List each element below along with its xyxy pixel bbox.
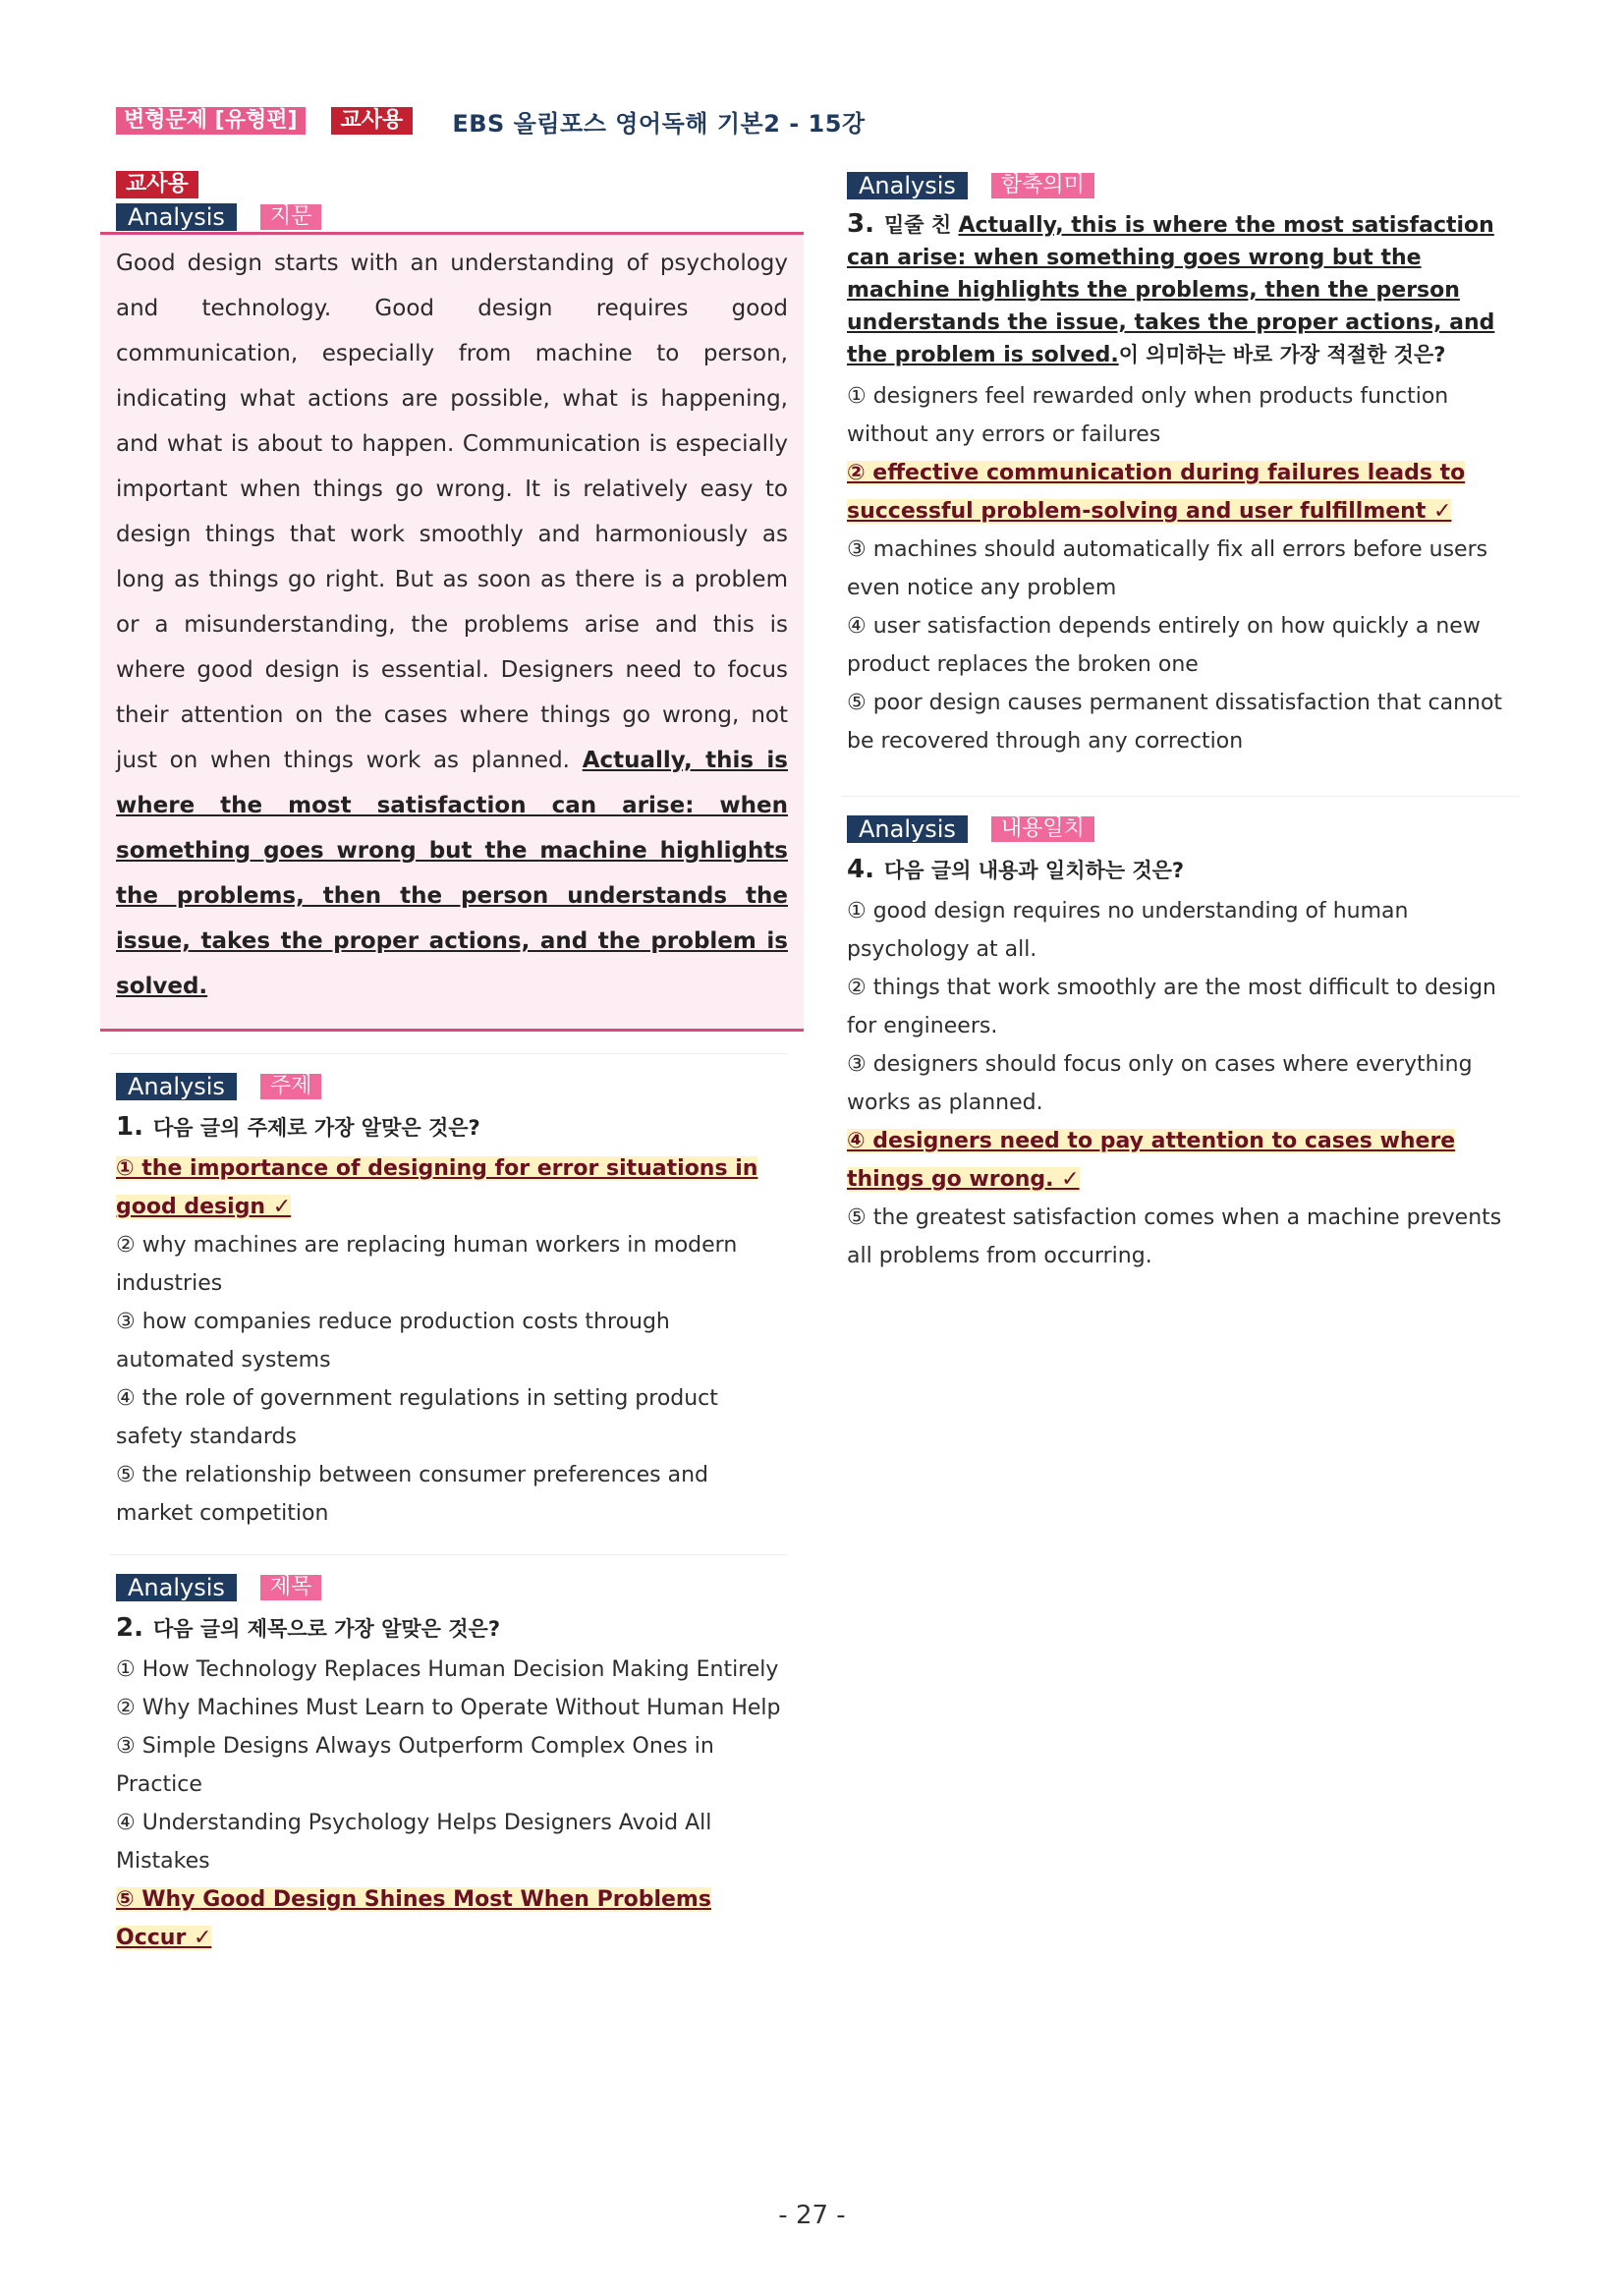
- question-2: [116, 1573, 788, 1957]
- category-badge: 지문: [260, 204, 322, 230]
- q1-section-header: [116, 1072, 788, 1101]
- q2-option-2: ② Why Machines Must Learn to Operate Without Human Help: [116, 1696, 781, 1720]
- passage-box: [100, 232, 804, 1032]
- q4-number: 4.: [847, 855, 874, 884]
- q2-option-3: ③ Simple Designs Always Outperform Complex Ones in Practice: [116, 1734, 714, 1797]
- analysis-badge: Analysis: [116, 1574, 237, 1601]
- q2-prompt-text: 다음 글의 제목으로 가장 알맞은 것은?: [152, 1617, 500, 1641]
- q4-option-2: ② things that work smoothly are the most difficult to design for engineers.: [847, 976, 1496, 1038]
- q4-section-header: [847, 814, 1519, 844]
- passage-key-sentence: Actually, this is where the most satisfaction can arise: when something goes wrong but the machine highlights the problems, then the person understands the issue, takes the proper actions, and the problem is solved.: [116, 748, 788, 999]
- q1-option-2: ② why machines are replacing human workers in modern industries: [116, 1233, 738, 1296]
- q3-option-2: ② effective communication during failures leads to successful problem-solving and user fulfillment ✓: [847, 461, 1466, 524]
- category-badge: 제목: [260, 1575, 322, 1600]
- q4-option-1: ① good design requires no understanding of human psychology at all.: [847, 899, 1409, 962]
- q4-option-5: ⑤ the greatest satisfaction comes when a machine prevents all problems from occurring.: [847, 1205, 1502, 1268]
- q3-prompt: [847, 208, 1519, 371]
- q1-prompt: [116, 1111, 788, 1144]
- q1-number: 1.: [116, 1112, 143, 1142]
- analysis-badge: Analysis: [116, 1073, 237, 1100]
- q2-number: 2.: [116, 1613, 143, 1643]
- q3-option-5: ⑤ poor design causes permanent dissatisfaction that cannot be recovered through any correction: [847, 691, 1503, 754]
- q1-option-5: ⑤ the relationship between consumer preferences and market competition: [116, 1463, 709, 1526]
- divider: [841, 796, 1519, 797]
- passage-body: Good design starts with an understanding of psychology and technology. Good design requires good communication, especially from machine to person, indicating what actions are possible, what is happening, and what is about to happen. Communication is especially important when things go wrong. It is relatively easy to design things that work smoothly and harmoniously as long as things go right. But as soon as there is a problem or a misunderstanding, the problems arise and this is where good design is essential. Designers need to focus their attention on the cases where things go wrong, not just on when things work as planned.: [116, 251, 788, 773]
- question-3: [847, 171, 1519, 760]
- passage: [116, 241, 788, 1009]
- q4-prompt: [847, 854, 1519, 886]
- q1-option-1: ① the importance of designing for error situations in good design ✓: [116, 1156, 758, 1219]
- q3-number: 3.: [847, 209, 874, 239]
- q3-prompt-pre: 밑줄 친: [883, 213, 959, 237]
- q3-option-3: ③ machines should automatically fix all errors before users even notice any problem: [847, 537, 1488, 600]
- q2-option-5: ⑤ Why Good Design Shines Most When Problems Occur ✓: [116, 1887, 711, 1950]
- page-title: EBS 올림포스 영어독해 기본2 - 15강: [452, 109, 866, 138]
- category-badge: 내용일치: [991, 816, 1094, 842]
- type-tag: 변형문제 [유형편]: [116, 107, 306, 135]
- q3-option-4: ④ user satisfaction depends entirely on how quickly a new product replaces the broken one: [847, 614, 1481, 677]
- category-badge: 주제: [260, 1074, 322, 1099]
- q3-prompt-post: 이 의미하는 바로 가장 적절한 것은?: [1118, 343, 1446, 366]
- q2-section-header: [116, 1573, 788, 1602]
- analysis-badge: Analysis: [847, 815, 968, 843]
- divider: [110, 1053, 788, 1054]
- analysis-badge: Analysis: [847, 172, 968, 199]
- q1-option-3: ③ how companies reduce production costs through automated systems: [116, 1310, 670, 1372]
- q2-prompt: [116, 1612, 788, 1645]
- question-1: [116, 1072, 788, 1533]
- divider: [110, 1554, 788, 1555]
- passage-section-header: [116, 202, 788, 232]
- q1-prompt-text: 다음 글의 주제로 가장 알맞은 것은?: [152, 1116, 480, 1140]
- q1-option-4: ④ the role of government regulations in setting product safety standards: [116, 1386, 718, 1449]
- teacher-badge: 교사용: [116, 171, 198, 198]
- q4-prompt-text: 다음 글의 내용과 일치하는 것은?: [883, 859, 1185, 882]
- q3-section-header: [847, 171, 1519, 200]
- page-header: [116, 104, 866, 138]
- left-column: [116, 171, 788, 1957]
- q2-option-1: ① How Technology Replaces Human Decision Making Entirely: [116, 1657, 779, 1682]
- page-number: - 27 -: [778, 2201, 846, 2230]
- category-badge: 함축의미: [991, 173, 1094, 198]
- q3-option-1: ① designers feel rewarded only when products function without any errors or failures: [847, 384, 1449, 447]
- teacher-tag: 교사용: [331, 107, 414, 135]
- question-4: [847, 814, 1519, 1275]
- right-column: [847, 171, 1519, 1275]
- q4-option-4: ④ designers need to pay attention to cases where things go wrong. ✓: [847, 1129, 1456, 1192]
- q3-underlined-sentence: Actually, this is where the most satisfaction can arise: when something goes wrong but the machine highlights the problems, then the person understands the issue, takes the proper actions, and the problem is solved.: [847, 213, 1495, 367]
- analysis-badge: Analysis: [116, 203, 237, 231]
- q4-option-3: ③ designers should focus only on cases where everything works as planned.: [847, 1052, 1473, 1115]
- q2-option-4: ④ Understanding Psychology Helps Designers Avoid All Mistakes: [116, 1811, 712, 1874]
